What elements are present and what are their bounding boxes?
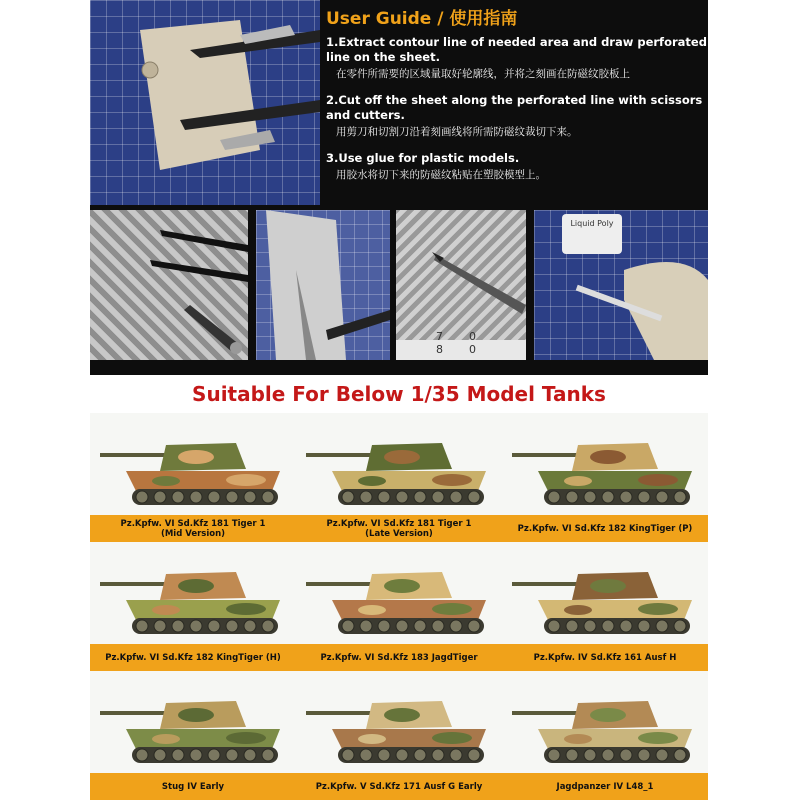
road-wheel <box>602 491 614 503</box>
camo-spot <box>564 605 592 615</box>
tank-image <box>302 423 496 513</box>
road-wheel <box>620 491 632 503</box>
road-wheel <box>584 749 596 761</box>
camo-spot <box>590 579 626 593</box>
road-wheel <box>208 749 220 761</box>
road-wheel <box>262 749 274 761</box>
road-wheel <box>342 491 354 503</box>
road-wheel <box>638 749 650 761</box>
tank-card-kingtiger-p[interactable] <box>502 413 708 542</box>
tank-card-tiger-late[interactable] <box>296 413 502 542</box>
road-wheel <box>602 620 614 632</box>
camo-spot <box>358 476 386 486</box>
step-3-cn: 用胶水将切下来的防磁纹粘贴在塑胶模型上。 <box>336 169 546 181</box>
road-wheel <box>674 620 686 632</box>
road-wheel <box>360 620 372 632</box>
tank-caption: Pz.Kpfw. VI Sd.Kfz 183 JagdTiger <box>296 644 502 671</box>
tank-card-tiger-mid[interactable] <box>90 413 296 542</box>
road-wheel <box>674 491 686 503</box>
road-wheel <box>136 749 148 761</box>
road-wheel <box>360 749 372 761</box>
tank-image <box>96 681 290 771</box>
road-wheel <box>548 620 560 632</box>
camo-spot <box>384 450 420 464</box>
road-wheel <box>620 620 632 632</box>
road-wheel <box>226 749 238 761</box>
guide-photo-cutting <box>90 0 320 205</box>
road-wheel <box>414 620 426 632</box>
road-wheel <box>450 749 462 761</box>
road-wheel <box>360 491 372 503</box>
road-wheel <box>136 620 148 632</box>
guide-thumb-glue <box>534 210 708 360</box>
road-wheel <box>154 491 166 503</box>
tank-caption: Pz.Kpfw. IV Sd.Kfz 161 Ausf H <box>502 644 708 671</box>
road-wheel <box>154 620 166 632</box>
step-2-en: 2.Cut off the sheet along the perforated line with scissors and cutters. <box>326 93 703 122</box>
road-wheel <box>190 620 202 632</box>
road-wheel <box>566 491 578 503</box>
camo-spot <box>178 708 214 722</box>
road-wheel <box>638 620 650 632</box>
glue-bottle-label: Liquid Poly <box>562 214 622 254</box>
tank-caption: Pz.Kpfw. VI Sd.Kfz 181 Tiger 1 (Mid Version) <box>90 515 296 542</box>
camo-spot <box>226 474 266 486</box>
road-wheel <box>674 749 686 761</box>
camo-spot <box>178 579 214 593</box>
step-1-cn: 在零件所需要的区域量取好轮廓线，并将之刻画在防磁纹胶板上 <box>336 68 630 80</box>
road-wheel <box>262 491 274 503</box>
road-wheel <box>190 749 202 761</box>
guide-step-2 <box>326 93 708 139</box>
tank-caption: Pz.Kpfw. V Sd.Kfz 171 Ausf G Early <box>296 773 502 800</box>
ruler-numbers: 70 80 <box>436 330 502 356</box>
road-wheel <box>548 491 560 503</box>
road-wheel <box>208 491 220 503</box>
guide-title: User Guide / 使用指南 <box>326 9 518 29</box>
tank-silhouette <box>512 572 692 634</box>
tank-card-kingtiger-h[interactable] <box>90 542 296 671</box>
road-wheel <box>620 749 632 761</box>
camo-spot <box>432 732 472 744</box>
road-wheel <box>548 749 560 761</box>
tank-caption: Stug IV Early <box>90 773 296 800</box>
road-wheel <box>432 749 444 761</box>
camo-spot <box>432 603 472 615</box>
road-wheel <box>450 620 462 632</box>
road-wheel <box>244 749 256 761</box>
road-wheel <box>468 749 480 761</box>
road-wheel <box>262 620 274 632</box>
tank-card-pz4-h[interactable] <box>502 542 708 671</box>
road-wheel <box>602 749 614 761</box>
road-wheel <box>378 491 390 503</box>
tank-image <box>508 423 702 513</box>
tank-image <box>302 552 496 642</box>
tank-silhouette <box>512 701 692 763</box>
tank-card-jagdtiger[interactable] <box>296 542 502 671</box>
section-title: Suitable For Below 1/35 Model Tanks <box>90 375 708 413</box>
step-2-cn: 用剪刀和切割刀沿着刻画线将所需防磁纹裁切下来。 <box>336 126 578 138</box>
road-wheel <box>656 491 668 503</box>
road-wheel <box>378 620 390 632</box>
tank-caption: Pz.Kpfw. VI Sd.Kfz 182 KingTiger (H) <box>90 644 296 671</box>
road-wheel <box>396 620 408 632</box>
tank-silhouette <box>512 443 692 505</box>
road-wheel <box>566 620 578 632</box>
camo-spot <box>638 603 678 615</box>
road-wheel <box>342 749 354 761</box>
tank-image <box>96 552 290 642</box>
road-wheel <box>226 491 238 503</box>
guide-thumb-tools <box>90 210 248 360</box>
road-wheel <box>172 491 184 503</box>
road-wheel <box>172 749 184 761</box>
road-wheel <box>342 620 354 632</box>
camo-spot <box>590 708 626 722</box>
camo-spot <box>638 732 678 744</box>
tank-silhouette <box>100 701 280 763</box>
tank-silhouette <box>306 572 486 634</box>
road-wheel <box>244 491 256 503</box>
tank-card-stug4[interactable] <box>90 671 296 800</box>
road-wheel <box>468 491 480 503</box>
tank-card-panther-g[interactable] <box>296 671 502 800</box>
road-wheel <box>468 620 480 632</box>
road-wheel <box>136 491 148 503</box>
tank-grid <box>90 413 708 800</box>
camo-spot <box>358 605 386 615</box>
camo-spot <box>638 474 678 486</box>
guide-thumb-knife <box>396 210 526 360</box>
road-wheel <box>378 749 390 761</box>
camo-spot <box>384 708 420 722</box>
tank-silhouette <box>306 701 486 763</box>
road-wheel <box>656 620 668 632</box>
camo-spot <box>358 734 386 744</box>
road-wheel <box>154 749 166 761</box>
tank-caption: Jagdpanzer IV L48_1 <box>502 773 708 800</box>
road-wheel <box>414 749 426 761</box>
road-wheel <box>432 491 444 503</box>
step-3-en: 3.Use glue for plastic models. <box>326 151 520 165</box>
road-wheel <box>432 620 444 632</box>
road-wheel <box>396 491 408 503</box>
tank-silhouette <box>100 572 280 634</box>
tank-image <box>508 552 702 642</box>
road-wheel <box>584 491 596 503</box>
road-wheel <box>450 491 462 503</box>
tank-image <box>302 681 496 771</box>
guide-text <box>326 4 708 194</box>
road-wheel <box>190 491 202 503</box>
tank-image <box>508 681 702 771</box>
camo-spot <box>178 450 214 464</box>
tank-caption: Pz.Kpfw. VI Sd.Kfz 182 KingTiger (P) <box>502 515 708 542</box>
camo-spot <box>152 734 180 744</box>
guide-step-1 <box>326 35 708 81</box>
road-wheel <box>396 749 408 761</box>
tank-silhouette <box>100 443 280 505</box>
guide-thumb-sheet <box>256 210 390 360</box>
camo-spot <box>384 579 420 593</box>
road-wheel <box>566 749 578 761</box>
camo-spot <box>564 734 592 744</box>
camo-spot <box>590 450 626 464</box>
camo-spot <box>564 476 592 486</box>
tank-card-jagdpanzer4[interactable] <box>502 671 708 800</box>
camo-spot <box>152 476 180 486</box>
camo-spot <box>226 603 266 615</box>
tank-image <box>96 423 290 513</box>
road-wheel <box>638 491 650 503</box>
camo-spot <box>226 732 266 744</box>
road-wheel <box>656 749 668 761</box>
step-1-en: 1.Extract contour line of needed area and draw perforated line on the sheet. <box>326 35 707 64</box>
road-wheel <box>226 620 238 632</box>
camo-spot <box>432 474 472 486</box>
road-wheel <box>244 620 256 632</box>
road-wheel <box>208 620 220 632</box>
user-guide-panel <box>90 0 708 375</box>
tank-caption: Pz.Kpfw. VI Sd.Kfz 181 Tiger 1 (Late Version) <box>296 515 502 542</box>
road-wheel <box>414 491 426 503</box>
road-wheel <box>584 620 596 632</box>
tank-silhouette <box>306 443 486 505</box>
guide-step-3 <box>326 151 708 182</box>
camo-spot <box>152 605 180 615</box>
road-wheel <box>172 620 184 632</box>
